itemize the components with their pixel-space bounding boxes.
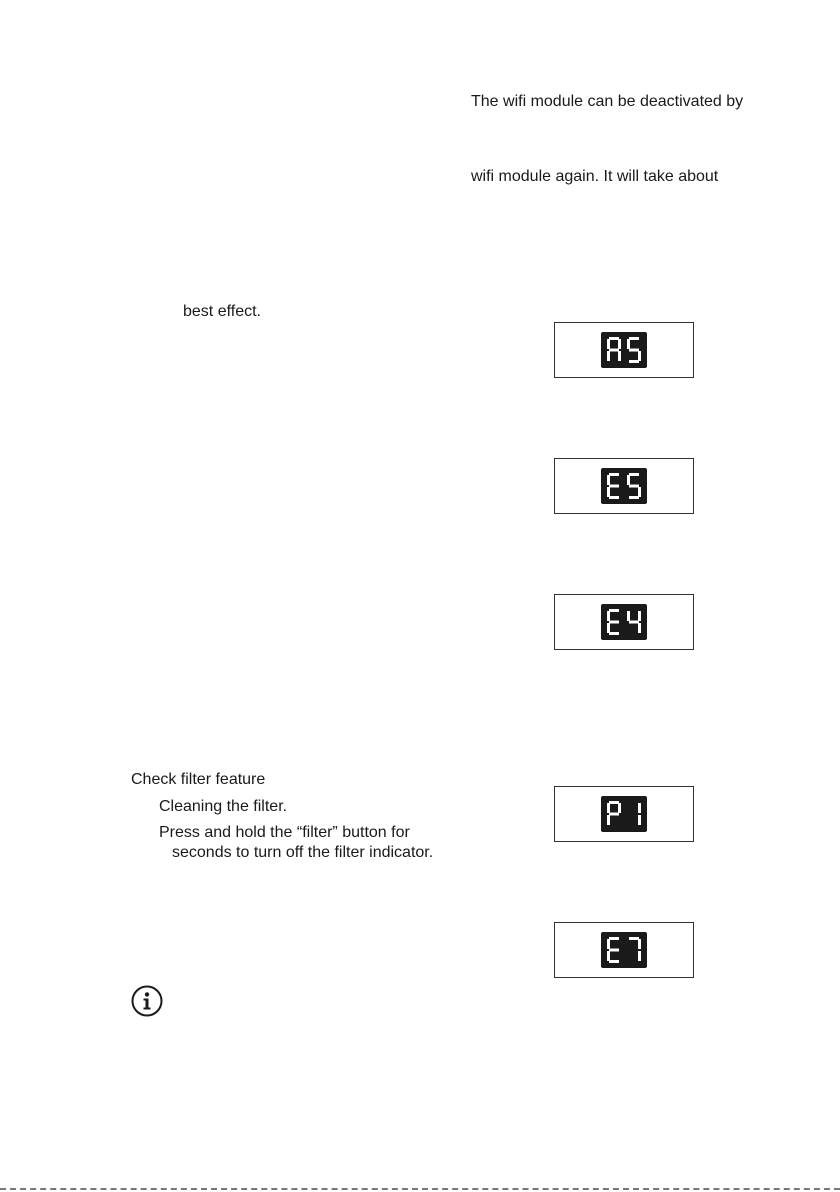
segment-a [609, 337, 619, 340]
segment-c [638, 623, 641, 633]
display-e5 [554, 458, 694, 514]
segment-f [607, 475, 610, 485]
segment-e [607, 487, 610, 497]
segment-a [629, 473, 639, 476]
segment-d [609, 496, 619, 499]
segment-f [627, 339, 630, 349]
segment-a [609, 473, 619, 476]
segment-c [638, 351, 641, 361]
segment-c [618, 351, 621, 361]
segment-b [618, 803, 621, 813]
press-hold-text-2: seconds to turn off the filter indicator. [172, 844, 434, 861]
seven-segment-display [601, 604, 647, 640]
check-filter-heading: Check filter feature [131, 771, 266, 788]
segment-c [638, 487, 641, 497]
best-effect-text: best effect. [183, 303, 261, 320]
segment-d [609, 632, 619, 635]
segment-g [629, 485, 639, 488]
segment-e [607, 951, 610, 961]
display-e4 [554, 594, 694, 650]
segment-e [607, 623, 610, 633]
segment-c [638, 951, 641, 961]
segment-e [607, 815, 610, 825]
segment-f [607, 339, 610, 349]
display-a5 [554, 322, 694, 378]
segment-g [609, 813, 619, 816]
segment-f [607, 939, 610, 949]
segment-g [629, 349, 639, 352]
cleaning-filter-text: Cleaning the filter. [159, 798, 288, 815]
seven-segment-display [601, 932, 647, 968]
segment-f [607, 803, 610, 813]
segment-a [609, 609, 619, 612]
seven-segment-display [601, 796, 647, 832]
segment-g [609, 349, 619, 352]
segment-f [607, 611, 610, 621]
display-e7 [554, 922, 694, 978]
display-background [601, 468, 647, 504]
segment-d [629, 496, 639, 499]
segment-f [627, 611, 630, 621]
display-p1 [554, 786, 694, 842]
seven-segment-display [601, 332, 647, 368]
page-bottom-rule [0, 1188, 840, 1190]
display-background [601, 796, 647, 832]
segment-b [638, 611, 641, 621]
wifi-deactivate-text: The wifi module can be deactivated by [471, 93, 744, 110]
segment-c [638, 815, 641, 825]
segment-g [629, 621, 639, 624]
wifi-module-again-text: wifi module again. It will take about [471, 168, 719, 185]
segment-a [609, 937, 619, 940]
segment-a [629, 337, 639, 340]
segment-f [627, 475, 630, 485]
segment-b [618, 339, 621, 349]
segment-a [609, 801, 619, 804]
seven-segment-display [601, 468, 647, 504]
segment-d [629, 360, 639, 363]
segment-b [638, 803, 641, 813]
display-background [601, 932, 647, 968]
segment-g [609, 621, 619, 624]
segment-g [609, 485, 619, 488]
press-hold-text-1: Press and hold the “filter” button for [159, 824, 410, 841]
display-background [601, 332, 647, 368]
display-background [601, 604, 647, 640]
info-icon [131, 985, 163, 1017]
segment-g [609, 949, 619, 952]
segment-d [609, 960, 619, 963]
segment-e [607, 351, 610, 361]
segment-b [638, 939, 641, 949]
segment-a [629, 937, 639, 940]
